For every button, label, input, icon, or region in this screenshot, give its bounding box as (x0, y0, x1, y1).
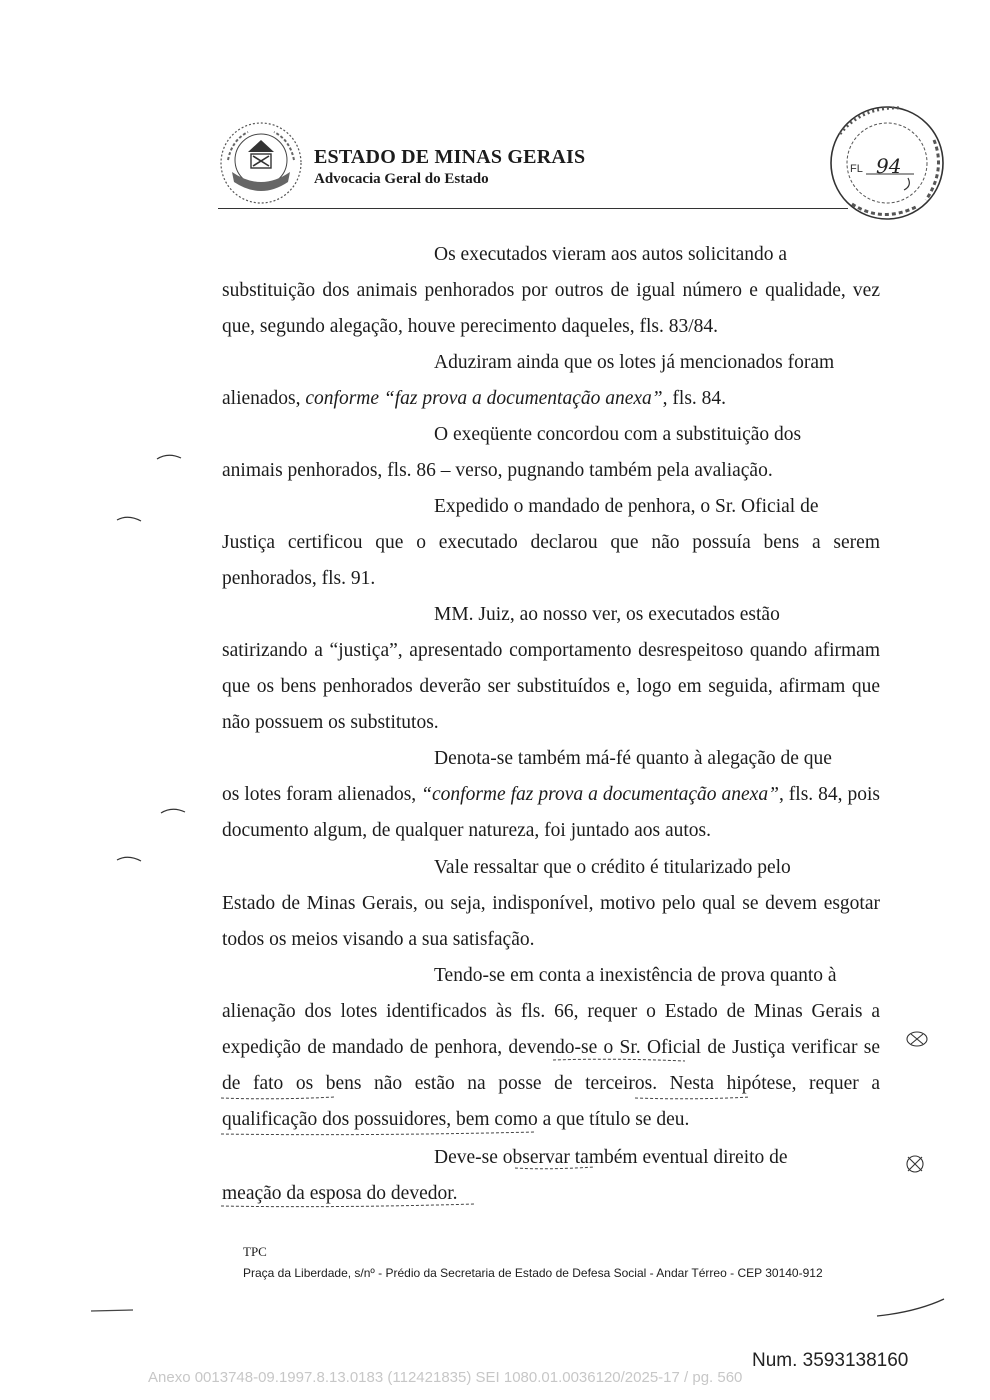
paragraph-6-post: , fls. 84, pois documento algum, de qualquer natureza, foi juntado aos autos. (222, 784, 880, 841)
margin-check-icon (904, 1028, 930, 1050)
paragraph-5-rest: satirizando a “justiça”, apresentado comportamento desrespeitoso quando afirmam que os bens penhorados deverão ser substituídos e, logo em seguida, afirmam que não possuem os substitutos. (222, 640, 880, 733)
paragraph-2 (222, 345, 880, 417)
paragraph-2-pre: alienados, (222, 388, 301, 409)
paragraph-3 (222, 417, 880, 489)
paragraph-2-italic-quote: conforme “faz prova a documentação anexa” (305, 388, 663, 409)
paragraph-7-rest: Estado de Minas Gerais, ou seja, indisponível, motivo pelo qual se devem esgotar todos os meios visando a sua satisfação. (222, 893, 880, 950)
handwritten-underline-marks (215, 1056, 895, 1216)
document-number: Num. 3593138160 (752, 1350, 909, 1371)
paragraph-2-post: , fls. 84. (662, 388, 727, 409)
header-divider (218, 208, 848, 209)
footer-left-stroke (90, 1306, 134, 1314)
paragraph-9-first-line: Deve-se observar também eventual direito de (434, 1147, 788, 1168)
paragraph-5-first-line: MM. Juiz, ao nosso ver, os executados estão (434, 604, 780, 625)
annex-reference-line: Anexo 0013748-09.1997.8.13.0183 (112421835) SEI 1080.01.0036120/2025-17 / pg. 560 (148, 1369, 743, 1386)
margin-tick-mark (116, 514, 142, 524)
folio-number: 94 (876, 154, 902, 178)
page-header-subtitle: Advocacia Geral do Estado (314, 171, 489, 187)
paragraph-1-rest: substituição dos animais penhorados por outros de igual número e qualidade, vez que, segundo alegação, houve perecimento daqueles, fls. 83/84. (222, 280, 880, 337)
paragraph-6-italic-quote: “conforme faz prova a documentação anexa” (421, 784, 779, 805)
paragraph-6 (222, 741, 880, 849)
paragraph-4-rest: Justiça certificou que o executado declarou que não possuía bens a serem penhorados, fls. 91. (222, 532, 880, 589)
paragraph-4 (222, 489, 880, 597)
paragraph-6-pre: os lotes foram alienados, (222, 784, 417, 805)
paragraph-2-first-line: Aduziram ainda que os lotes já mencionados foram (434, 352, 835, 373)
paragraph-3-rest: animais penhorados, fls. 86 – verso, pugnando também pela avaliação. (222, 460, 773, 481)
footer-address: Praça da Liberdade, s/nº - Prédio da Secretaria de Estado de Defesa Social - Andar Térreo - CEP 30140-912 (243, 1266, 823, 1280)
margin-check-icon (902, 1152, 928, 1176)
paragraph-3-first-line: O exeqüente concordou com a substituição dos (434, 424, 802, 445)
margin-tick-mark (116, 854, 142, 864)
paragraph-8-rest: alienação dos lotes identificados às fls. 66, requer o Estado de Minas Gerais a expedição de mandado de penhora, devendo-se o Sr. Oficial de Justiça verificar se de fato os bens não estão na posse de terceiros. Nesta hipótese, requer a qualificação dos possuidores, bem como a que título se deu. (222, 1001, 880, 1130)
footer-right-stroke (876, 1296, 946, 1320)
paragraph-4-first-line: Expedido o mandado de penhora, o Sr. Oficial de (434, 496, 819, 517)
coat-of-arms-seal (218, 120, 304, 206)
paragraph-6-first-line: Denota-se também má-fé quanto à alegação de que (434, 748, 832, 769)
paragraph-1 (222, 237, 880, 345)
paragraph-7-first-line: Vale ressaltar que o crédito é titularizado pelo (434, 857, 791, 878)
paragraph-5 (222, 597, 880, 741)
svg-text:FL: FL (850, 163, 863, 175)
page-header-title: ESTADO DE MINAS GERAIS (314, 146, 586, 168)
paragraph-9-rest: meação da esposa do devedor. (222, 1183, 458, 1204)
paragraph-7 (222, 850, 880, 958)
paragraph-8-first-line: Tendo-se em conta a inexistência de prova quanto à (434, 965, 837, 986)
footer-code: TPC (243, 1244, 267, 1259)
paragraph-1-first-line: Os executados vieram aos autos solicitando a (434, 244, 788, 265)
margin-tick-mark (160, 806, 186, 816)
margin-tick-mark (156, 452, 182, 462)
